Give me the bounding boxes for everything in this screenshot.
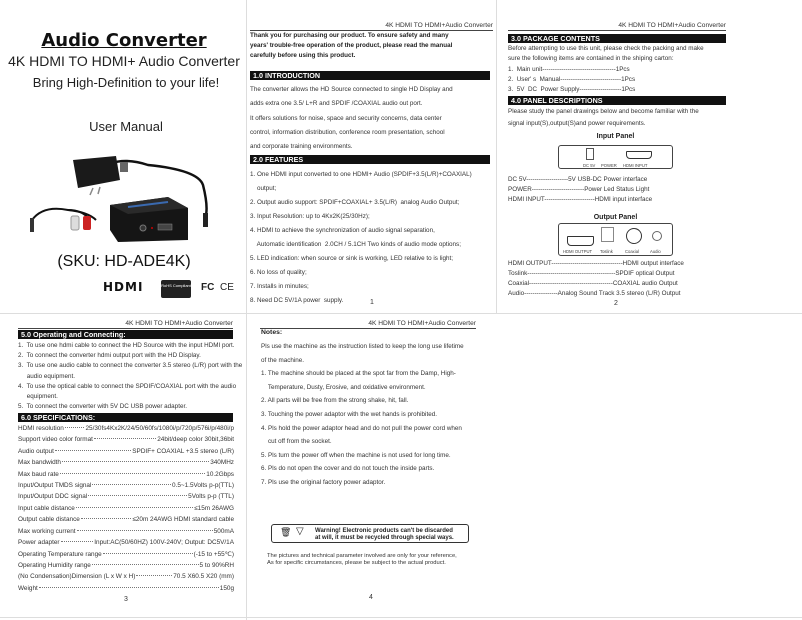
dot-leader [103,553,193,554]
dot-leader [39,587,219,588]
operating-step: equipment. [18,393,58,400]
spec-value: 340MHz [210,459,234,467]
page-number: 4 [369,594,373,601]
spec-row [18,528,234,535]
spec-row [18,448,234,455]
feature-item: 5. LED indication: when source or sink is working, LED relative to is light; [250,255,453,262]
spec-value: 0.5~1.5Volts p-p(TTL) [172,482,234,489]
package-line: 2. User' s Manual-----------------------------1Pcs [508,75,636,83]
intro-line: Thank you for purchasing our product. To ensure safety and many [250,32,449,39]
package-line: Before attempting to use this unit, please check the packing and make [508,45,704,52]
feature-item: 8. Need DC 5V/1A power supply. [250,297,344,304]
disclaimer-line: The pictures and technical parameter involved are only for your reference, [267,553,457,559]
dot-leader [62,461,209,462]
section-heading-package-contents: 3.0 PACKAGE CONTENTS [508,34,726,43]
introduction-line: It offers solutions for noise, space and security concerns, data center [250,114,442,122]
warning-box [271,524,469,543]
dot-leader [136,575,172,576]
section-heading-introduction: 1.0 INTRODUCTION [250,71,490,80]
dot-leader [77,530,213,531]
output-panel-diagram [558,223,673,256]
spec-value: 10.2Gbps [206,470,234,478]
cover-title: Audio Converter [41,30,207,51]
dot-leader [92,564,199,565]
spec-label: Input/Output DDC signal [18,493,88,501]
note-line: 4. Pls hold the power adaptor head and do not pull the power cord when [261,424,462,432]
notes-title: Notes: [261,329,283,336]
feature-item: 7. Installs in minutes; [250,283,309,290]
output-legend-line: Audio----------------Analog Sound Track 3.5 stereo (L/R) Output [508,290,681,297]
operating-step: audio equipment. [18,372,76,380]
dot-leader [76,507,193,508]
output-panel-title: Output Panel [593,214,638,221]
output-legend-line: HDMI OUTPUT----------------------------------HDMI output interface [508,260,684,267]
section-heading-panel-descriptions: 4.0 PANEL DESCRIPTIONS [508,96,726,105]
package-line: 1. Main unit-----------------------------------1Pcs [508,65,630,73]
running-header: 4K HDMI TO HDMI+Audio Converter [508,22,726,31]
dot-leader [60,473,205,474]
cover-subtitle: 4K HDMI TO HDMI+ Audio Converter [8,53,240,69]
input-legend-line: POWER-------------------------Power Led Status Light [508,186,650,193]
wheelie-bin-icon: 🗑 [280,527,292,537]
spec-value: 70.5 X60.5 X20 (mm) [173,573,234,581]
dot-leader [94,438,156,439]
spec-row [18,493,234,500]
spec-row [18,505,234,512]
port-label: HDMI OUTPUT [563,249,593,254]
introduction-line: The converter allows the HD Source connected to single HD Display and [250,86,453,93]
spec-label: Power adapter [18,539,60,546]
dot-leader [65,427,85,428]
input-panel-diagram [558,145,673,169]
spec-row [18,562,234,569]
package-line: 3. 5V DC Power Supply--------------------1Pcs [508,86,636,94]
audio-port-icon [652,231,662,241]
warning-text: Warning! Electronic products can't be discarded [315,528,453,534]
hdmi-port-icon [626,151,652,159]
hdmi-logo: HDMI [103,280,144,294]
spec-label: (No Condensation)Dimension (L x W x H) [18,573,136,581]
note-line: 3. Touching the power adaptor with the wet hands is prohibited. [261,411,437,418]
spec-row [18,471,234,478]
intro-line: years' trouble-free operation of the product, please read the manual [250,42,453,49]
feature-item: 6. No loss of quality; [250,269,307,276]
section-heading-features: 2.0 FEATURES [250,155,490,164]
spec-row [18,516,234,523]
port-label: HDMI INPUT [623,163,648,168]
operating-step: 1. To use one hdmi cable to connect the HD Source with the input HDMI port. [18,342,235,349]
spec-label: Support video color format [18,436,93,444]
cover-sku: (SKU: HD-ADE4K) [57,253,191,270]
note-line: Temperature, Dusty, Erosive, and oxidative environment. [261,383,426,391]
coaxial-port-icon [626,228,642,244]
dot-leader [81,518,132,519]
introduction-line: control, information distribution, conference room presentation, school [250,128,445,136]
operating-step: 3. To use one audio cable to connect the converter 3.5 stereo (L/R) port with the [18,362,243,370]
section-heading-operating: 5.0 Operating and Connecting: [18,330,233,339]
introduction-line: and corporate training environments. [250,143,353,151]
port-label: DC 5V [583,163,596,168]
warning-text: at will, it must be recycled through special ways. [315,535,454,541]
spec-value: 5 to 90%RH [199,561,234,569]
dc-port-icon [586,148,594,160]
intro-line: carefully before using this product. [250,52,356,59]
page-divider [246,0,247,620]
running-header: 4K HDMI TO HDMI+Audio Converter [18,320,233,329]
page-divider [0,617,802,618]
spec-value: 24bit/deep color 30bit,36bit [157,436,234,444]
port-label: Audio [650,249,661,254]
note-line: 6. Pls do not open the cover and do not touch the inside parts. [261,465,435,473]
spec-value: SPDIF+ COAXIAL +3.5 stereo (L/R) [132,447,234,455]
feature-item: 3. Input Resolution: up to 4Kx2K(25/30Hz); [250,213,370,220]
port-label: Toslink [600,249,613,254]
spec-label: Max bandwidth [18,459,61,467]
spec-label: Input cable distance [18,504,75,512]
spec-row [18,539,234,546]
port-label: POWER [601,163,617,168]
spec-label: Audio output [18,447,54,455]
note-line: 7. Pls use the original factory power adaptor. [261,479,386,486]
port-label: Coaxial [625,249,639,254]
spec-value: (-15 to +55℃) [193,551,234,559]
spec-row [18,436,234,443]
feature-item: Automatic identification 2.0CH / 5.1CH Two kinds of audio mode options; [250,241,461,248]
note-line: cut off from the socket. [261,438,332,446]
disclaimer-line: As for specific circumstances, please be subject to the actual product. [267,560,446,566]
note-line: 5. Pls turn the power off when the machine is not used for long time. [261,451,451,459]
note-line: of the machine. [261,356,305,364]
running-header: 4K HDMI TO HDMI+Audio Converter [260,320,476,329]
package-line: sure the following items are contained in the shiping carton: [508,55,674,63]
spec-value: Input:AC(50/60HZ) 100V-240V; Output: DC5V/1A [94,539,234,546]
spec-value: ≤20m 24AWG HDMI standard cable [132,516,234,524]
cover-tagline: Bring High-Definition to your life! [32,75,220,90]
spec-value: 25/30fs4Kx2K/24/50/60fs/1080i/p/720p/576i/p/480i/p [85,425,234,432]
fcc-logo: FC [201,282,215,293]
panel-description-line: Please study the panel drawings below and become familiar with the [508,108,699,115]
running-header: 4K HDMI TO HDMI+Audio Converter [250,22,493,31]
panel-description-line: signal input(S),output(S)and power requirements. [508,120,646,127]
spec-label: Max baud rate [18,470,59,478]
note-line: Pls use the machine as the instruction listed to keep the long use lifetime [261,343,464,350]
introduction-line: adds extra one 3.5/ L+R and SPDIF /COAXIAL audio out port. [250,100,423,108]
page-number: 1 [370,299,374,306]
note-line: 1. The machine should be placed at the spot far from the Damp, High- [261,370,456,378]
input-panel-title: Input Panel [596,133,635,140]
dot-leader [55,450,131,451]
output-legend-line: Toslink------------------------------------------SPDIF optical Output [508,270,675,277]
section-heading-specifications: 6.0 SPECIFICATIONS: [18,413,233,422]
spec-row [18,573,234,580]
feature-item: 2. Output audio support: SPDIF+COAXIAL+ 3.5(L/R) analog Audio Output; [250,199,460,206]
dot-leader [61,541,94,542]
warning-triangle-icon: ▽ [296,526,304,537]
cover-manual-label: User Manual [89,119,163,134]
page-divider [0,313,802,314]
dot-leader [92,484,171,485]
rohs-logo: RoHS Compliant [161,280,191,298]
page-number: 2 [614,300,618,307]
spec-value: ≤15m 26AWG [194,504,234,512]
spec-label: HDMI resolution [18,425,64,432]
page-number: 3 [124,596,128,603]
product-photo [28,150,228,250]
spec-row [18,425,234,432]
operating-step: 4. To use the optical cable to connect the SPDIF/COAXIAL port with the audio [18,382,237,390]
note-line: 2. All parts will be free from the strong shake, hit, fall. [261,397,409,405]
operating-step: 5. To connect the converter with 5V DC USB power adapter. [18,403,187,411]
spec-label: Input/Output TMDS signal [18,482,92,489]
feature-item: output; [250,185,277,192]
input-legend-line: HDMI INPUT------------------------HDMI input interface [508,196,653,203]
output-legend-line: Coaxial----------------------------------------COAXIAL audio Output [508,280,678,287]
spec-row [18,459,234,466]
hdmi-port-icon [567,236,594,246]
dot-leader [88,495,187,496]
spec-label: Max working current [18,527,76,535]
spec-value: 150g [219,584,234,592]
spec-row [18,585,234,592]
spec-label: Operating Temperature range [18,551,102,559]
ce-logo: CE [220,282,234,293]
spec-label: Operating Humidity range [18,561,91,569]
spec-label: Output cable distance [18,516,80,524]
spec-value: 500mA [213,527,234,535]
feature-item: 4. HDMI to achieve the synchronization of audio signal separation, [250,227,435,234]
spec-row [18,550,234,558]
spec-row [18,482,234,489]
spec-value: 5Volts p-p (TTL) [188,493,234,501]
feature-item: 1. One HDMI input converted to one HDMI+ Audio (SPDIF+3.5(L/R)+COAXIAL) [250,171,472,178]
input-legend-line: DC 5V--------------------5V USB-DC Power interface [508,176,648,183]
operating-step: 2. To connect the converter hdmi output port with the HD Display. [18,352,201,360]
toslink-port-icon [601,227,614,242]
spec-label: Weight [18,584,38,592]
page-divider [496,0,497,313]
